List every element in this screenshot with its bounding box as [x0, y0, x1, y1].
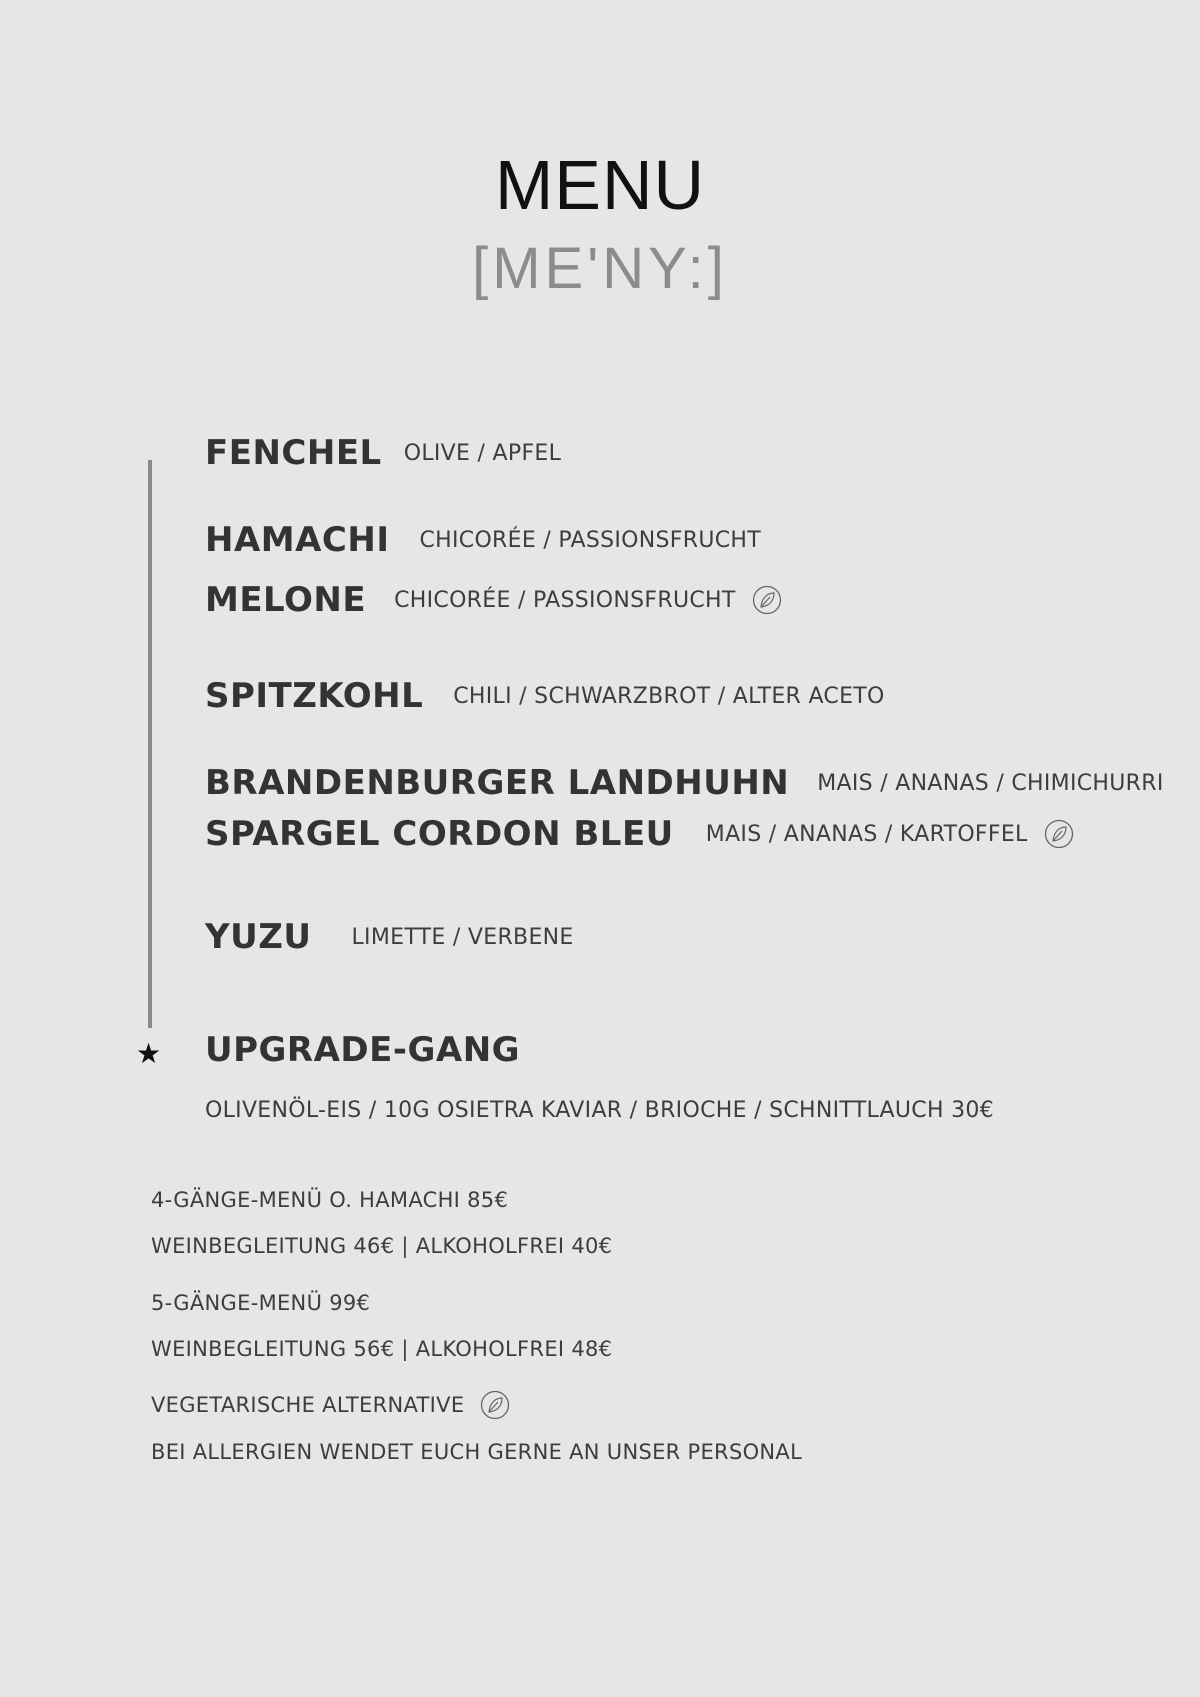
- course-name: UPGRADE-GANG: [205, 1030, 521, 1070]
- course-description: MAIS / ANANAS / CHIMICHURRI: [817, 770, 1164, 796]
- leaf-circle-icon: [752, 585, 782, 615]
- vegetarian-legend-label: VEGETARISCHE ALTERNATIVE: [151, 1393, 465, 1417]
- course-name: SPARGEL CORDON BLEU: [205, 814, 674, 854]
- course-name: HAMACHI: [205, 520, 390, 560]
- course-description: CHILI / SCHWARZBROT / ALTER ACETO: [453, 683, 885, 709]
- course-spargel-cordon-bleu: [205, 814, 1074, 854]
- star-icon: ★: [136, 1037, 162, 1070]
- course-description: CHICORÉE / PASSIONSFRUCHT: [419, 527, 761, 553]
- course-description: LIMETTE / VERBENE: [351, 924, 574, 950]
- course-spitzkohl: [205, 676, 885, 716]
- wine-pairing-4-course: WEINBEGLEITUNG 46€ | ALKOHOLFREI 40€: [151, 1234, 613, 1258]
- course-description: MAIS / ANANAS / KARTOFFEL: [705, 821, 1028, 847]
- upgrade-description: OLIVENÖL-EIS / 10G OSIETRA KAVIAR / BRIOCHE / SCHNITTLAUCH 30€: [205, 1098, 994, 1123]
- leaf-circle-icon: [480, 1390, 510, 1420]
- course-fenchel: [205, 433, 561, 473]
- course-name: SPITZKOHL: [205, 676, 424, 716]
- course-upgrade-gang: [205, 1030, 520, 1070]
- menu-title: MENU: [494, 146, 706, 224]
- vegetarian-legend: [151, 1390, 510, 1420]
- course-hamachi: [205, 520, 761, 560]
- wine-pairing-5-course: WEINBEGLEITUNG 56€ | ALKOHOLFREI 48€: [151, 1337, 613, 1361]
- course-description: CHICORÉE / PASSIONSFRUCHT: [394, 587, 736, 613]
- allergy-note: BEI ALLERGIEN WENDET EUCH GERNE AN UNSER PERSONAL: [151, 1440, 803, 1464]
- course-name: YUZU: [205, 917, 312, 957]
- price-4-course: 4-GÄNGE-MENÜ O. HAMACHI 85€: [151, 1188, 509, 1212]
- leaf-circle-icon: [1044, 819, 1074, 849]
- price-5-course: 5-GÄNGE-MENÜ 99€: [151, 1291, 371, 1315]
- course-description: OLIVE / APFEL: [403, 440, 562, 466]
- course-name: BRANDENBURGER LANDHUHN: [205, 763, 790, 803]
- course-brandenburger-landhuhn: [205, 763, 1164, 803]
- course-name: MELONE: [205, 580, 367, 620]
- course-melone: [205, 580, 782, 620]
- course-name: FENCHEL: [205, 433, 382, 473]
- course-yuzu: [205, 917, 574, 957]
- course-divider-line: [148, 460, 152, 1028]
- menu-phonetic: [ME'NY:]: [472, 236, 728, 301]
